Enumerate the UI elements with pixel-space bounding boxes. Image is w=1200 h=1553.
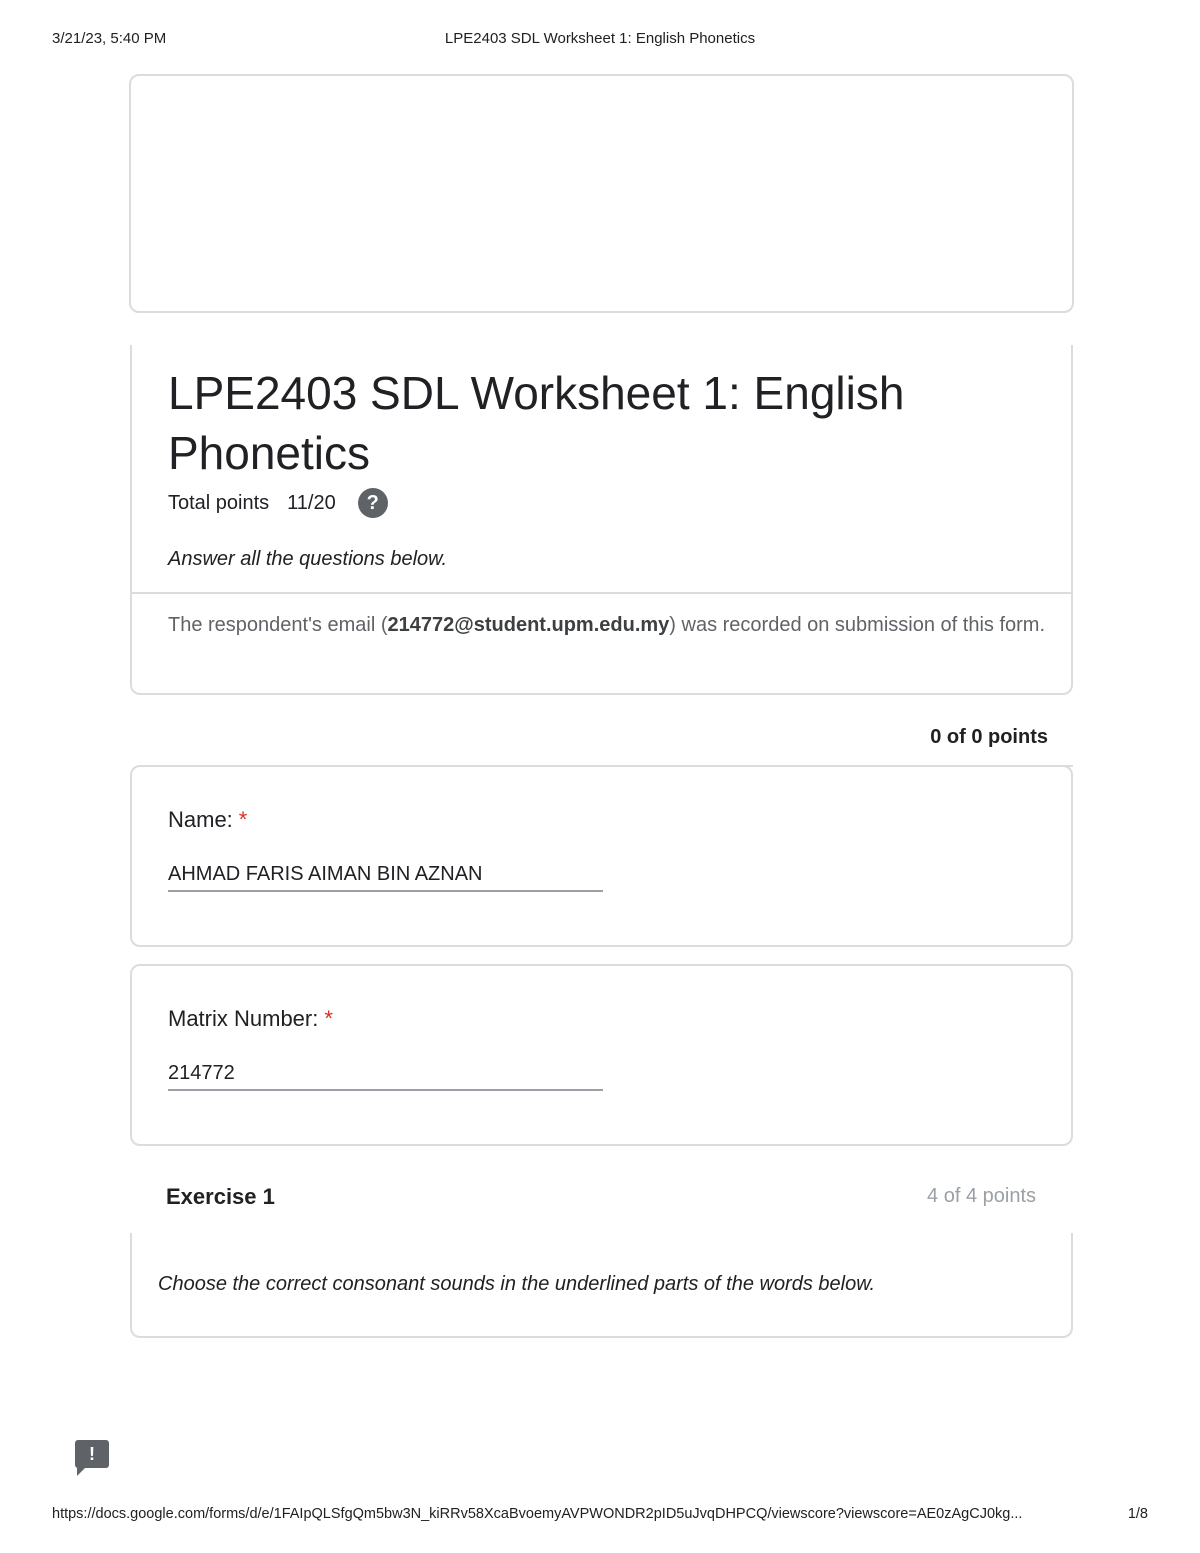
exercise-title: Exercise 1: [166, 1184, 275, 1209]
name-answer-field: AHMAD FARIS AIMAN BIN AZNAN: [168, 863, 603, 892]
page-number: 1/8: [1127, 1506, 1148, 1522]
total-points-label: Total points: [168, 491, 270, 514]
print-title: LPE2403 SDL Worksheet 1: English Phonetics: [444, 30, 756, 47]
required-asterisk: *: [324, 1006, 333, 1031]
question-label: Matrix Number: *: [168, 1006, 333, 1031]
feedback-icon[interactable]: !: [75, 1440, 109, 1468]
form-header-card: [130, 345, 1073, 695]
form-banner: [129, 74, 1074, 313]
question-card-name: [130, 765, 1073, 947]
total-points-value: 11/20: [287, 491, 336, 514]
respondent-email: 214772@student.upm.edu.my: [387, 614, 670, 636]
required-asterisk: *: [238, 807, 248, 832]
help-circle-icon[interactable]: ?: [358, 488, 388, 518]
exercise-points: 4 of 4 points: [927, 1185, 1036, 1207]
question-label: Name: *: [168, 807, 248, 832]
exercise-description: Choose the correct consonant sounds in the underlined parts of the words below.: [158, 1273, 876, 1295]
print-url: https://docs.google.com/forms/d/e/1FAIpQLSfgQm5bw3N_kiRRv58XcaBvoemyAVPWONDR2pID5uJvqDHPCQ/viewscore?viewscore=AE0zAgCJ0kg...: [52, 1506, 1023, 1522]
section-points: 0 of 0 points: [930, 726, 1048, 748]
respondent-email-note: The respondent's email (214772@student.upm.edu.my) was recorded on submission of this form.: [168, 614, 1045, 636]
form-title: LPE2403 SDL Worksheet 1: English Phonetics: [168, 367, 905, 479]
question-card-matrix-number: [130, 964, 1073, 1146]
header-divider: [132, 592, 1071, 594]
matrix-number-answer-field: 214772: [168, 1062, 603, 1091]
print-datetime: 3/21/23, 5:40 PM: [52, 30, 167, 47]
total-points-row: [168, 488, 388, 518]
form-description: Answer all the questions below.: [168, 548, 448, 570]
exercise-description-card: [130, 1233, 1073, 1338]
